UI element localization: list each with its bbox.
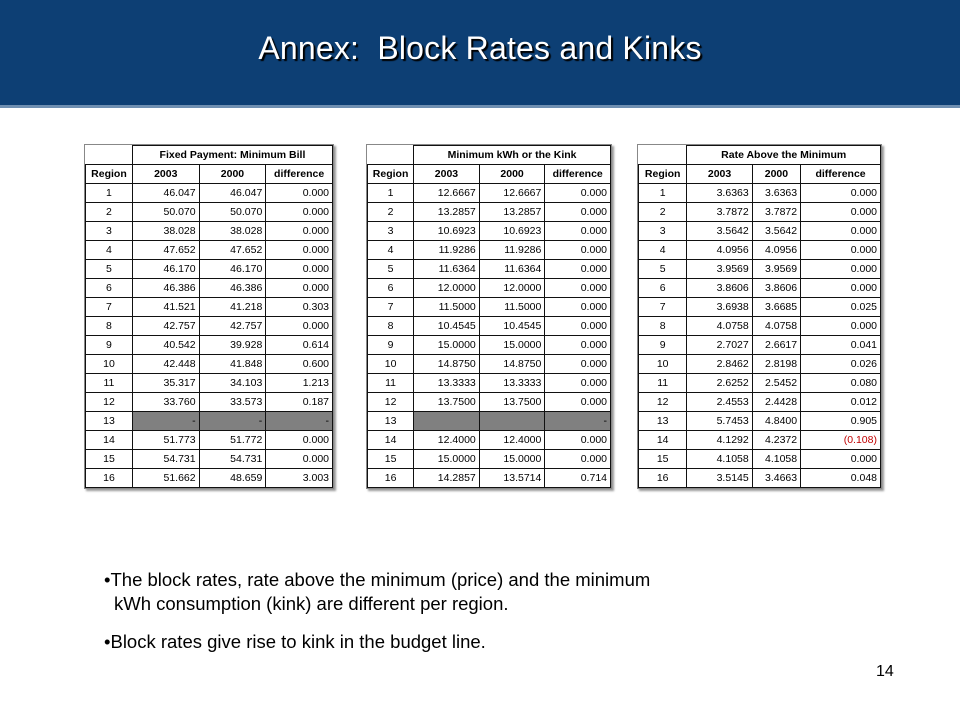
corner-cell (368, 146, 414, 165)
table-cell: 1 (639, 184, 687, 203)
table-cell: 3.9569 (687, 260, 752, 279)
table-cell: 13 (86, 412, 133, 431)
table-cell: 0.614 (266, 336, 333, 355)
table-cell: 11 (639, 374, 687, 393)
table-row (368, 298, 611, 317)
table-cell: 0.000 (801, 450, 881, 469)
table-row (368, 317, 611, 336)
table-cell: 3.003 (266, 469, 333, 488)
table-cell: 50.070 (199, 203, 266, 222)
table-cell: 0.000 (266, 260, 333, 279)
table-cell: 16 (639, 469, 687, 488)
table-cell: 33.573 (199, 393, 266, 412)
table-cell: 47.652 (132, 241, 199, 260)
table-cell: 14.8750 (414, 355, 480, 374)
table-row (86, 374, 333, 393)
table-cell: 14.2857 (414, 469, 480, 488)
table-cell: 0.000 (801, 279, 881, 298)
table-cell: 46.170 (132, 260, 199, 279)
column-header: 2003 (687, 165, 752, 184)
table-cell: 5 (368, 260, 414, 279)
table-cell: 0.187 (266, 393, 333, 412)
table-cell: 2 (86, 203, 133, 222)
header-row (86, 165, 333, 184)
table-cell: 5 (639, 260, 687, 279)
table-row (639, 469, 881, 488)
table-row (368, 241, 611, 260)
table-cell: 15.0000 (414, 450, 480, 469)
table-row (86, 412, 333, 431)
table-row (86, 298, 333, 317)
table-row (86, 279, 333, 298)
table-cell: 13.3333 (479, 374, 545, 393)
table-cell: 46.047 (199, 184, 266, 203)
table-cell: 4.2372 (752, 431, 800, 450)
table-cell: 8 (639, 317, 687, 336)
table-cell: 10.6923 (414, 222, 480, 241)
table-cell: 10 (368, 355, 414, 374)
table-row (639, 431, 881, 450)
table-cell: 15.0000 (414, 336, 480, 355)
table-row (368, 222, 611, 241)
table-row (639, 241, 881, 260)
table-cell: 1 (368, 184, 414, 203)
table-cell (414, 412, 480, 431)
table-cell: 0.000 (266, 431, 333, 450)
table-row (639, 412, 881, 431)
table-cell: 4 (368, 241, 414, 260)
rate-above-minimum-table (637, 144, 882, 489)
table-cell: 12 (86, 393, 133, 412)
table-cell: 35.317 (132, 374, 199, 393)
table-title: Minimum kWh or the Kink (414, 146, 611, 165)
table-cell: 4.0758 (687, 317, 752, 336)
column-header: Region (639, 165, 687, 184)
table-cell: 9 (368, 336, 414, 355)
table-cell: 4.0956 (687, 241, 752, 260)
table-cell: 0.000 (545, 203, 611, 222)
table-cell: 46.047 (132, 184, 199, 203)
table-cell: 3.5642 (687, 222, 752, 241)
table-row (639, 260, 881, 279)
minimum-kwh-table (366, 144, 612, 489)
table-row (639, 184, 881, 203)
table-cell: 0.000 (266, 279, 333, 298)
table-cell: 13.2857 (414, 203, 480, 222)
column-header: 2003 (132, 165, 199, 184)
table-cell: 16 (86, 469, 133, 488)
table-cell: 3.6363 (752, 184, 800, 203)
table-cell (479, 412, 545, 431)
table-cell: 4.1292 (687, 431, 752, 450)
table-cell: 48.659 (199, 469, 266, 488)
table-cell: 0.012 (801, 393, 881, 412)
table-cell: 46.386 (199, 279, 266, 298)
table-cell: 11.5000 (479, 298, 545, 317)
table-row (368, 412, 611, 431)
table-cell: 9 (639, 336, 687, 355)
table-cell: 13.3333 (414, 374, 480, 393)
bullet-line: •Block rates give rise to kink in the budget line. (104, 631, 486, 652)
table-cell: 0.000 (266, 203, 333, 222)
table-cell: - (545, 412, 611, 431)
table-cell: 38.028 (199, 222, 266, 241)
table-cell: - (266, 412, 333, 431)
table-cell: 47.652 (199, 241, 266, 260)
table-cell: 3.6938 (687, 298, 752, 317)
table-cell: 42.757 (132, 317, 199, 336)
table-cell: 0.048 (801, 469, 881, 488)
table-cell: 2.5452 (752, 374, 800, 393)
table-cell: 0.000 (545, 317, 611, 336)
table-cell: 16 (368, 469, 414, 488)
table-title: Rate Above the Minimum (687, 146, 881, 165)
table-cell: 12.4000 (414, 431, 480, 450)
table-row (86, 469, 333, 488)
table-cell: 50.070 (132, 203, 199, 222)
table-cell: 6 (368, 279, 414, 298)
header-row (368, 165, 611, 184)
table-cell: (0.108) (801, 431, 881, 450)
fixed-payment-table (84, 144, 334, 489)
header-row (639, 165, 881, 184)
table-cell: 10.4545 (479, 317, 545, 336)
table-cell: 11.5000 (414, 298, 480, 317)
table-row (639, 336, 881, 355)
table-cell: 2.7027 (687, 336, 752, 355)
table-cell: 2.6617 (752, 336, 800, 355)
table-cell: 12 (639, 393, 687, 412)
bullet-item (104, 568, 864, 616)
table-cell: 13.7500 (479, 393, 545, 412)
table-cell: 3.6363 (687, 184, 752, 203)
table-cell: 12.0000 (414, 279, 480, 298)
table-cell: 4.1058 (687, 450, 752, 469)
table-cell: 11.6364 (479, 260, 545, 279)
table-cell: 34.103 (199, 374, 266, 393)
table-row (368, 374, 611, 393)
corner-cell (86, 146, 133, 165)
table-cell: 13.7500 (414, 393, 480, 412)
table-cell: 10 (639, 355, 687, 374)
table-cell: 12.6667 (479, 184, 545, 203)
table-cell: 0.000 (545, 241, 611, 260)
table-cell: 0.000 (545, 298, 611, 317)
table-cell: 2.8462 (687, 355, 752, 374)
table-cell: 0.080 (801, 374, 881, 393)
table-row (86, 241, 333, 260)
table-cell: 3.7872 (687, 203, 752, 222)
table-row (368, 431, 611, 450)
table-cell: 2.6252 (687, 374, 752, 393)
table-row (368, 450, 611, 469)
table-cell: 0.000 (266, 317, 333, 336)
table-cell: 4.0956 (752, 241, 800, 260)
table-row (639, 374, 881, 393)
table-cell: 51.772 (199, 431, 266, 450)
table-cell: 12 (368, 393, 414, 412)
table-row (368, 355, 611, 374)
table-row (86, 393, 333, 412)
table-row (639, 203, 881, 222)
table-row (639, 317, 881, 336)
table-cell: 13 (639, 412, 687, 431)
table-cell: 15 (368, 450, 414, 469)
column-header: difference (266, 165, 333, 184)
table-row (639, 279, 881, 298)
table-cell: 51.662 (132, 469, 199, 488)
table-cell: 0.000 (266, 450, 333, 469)
table-cell: 11 (86, 374, 133, 393)
column-header: 2000 (752, 165, 800, 184)
table-cell: 51.773 (132, 431, 199, 450)
column-header: Region (368, 165, 414, 184)
table-cell: 11 (368, 374, 414, 393)
table-cell: 0.000 (801, 222, 881, 241)
table-cell: 0.000 (545, 374, 611, 393)
table-cell: 14.8750 (479, 355, 545, 374)
table-row (368, 336, 611, 355)
table-cell: 41.218 (199, 298, 266, 317)
table-cell: 12.0000 (479, 279, 545, 298)
table-cell: 15.0000 (479, 336, 545, 355)
table-cell: 2.4428 (752, 393, 800, 412)
table-cell: 54.731 (199, 450, 266, 469)
slide-title: Annex: Block Rates and Kinks (258, 30, 702, 66)
table-cell: 33.760 (132, 393, 199, 412)
table-cell: 12.4000 (479, 431, 545, 450)
column-header: 2000 (479, 165, 545, 184)
table-row (639, 393, 881, 412)
table-cell: 2.4553 (687, 393, 752, 412)
table-cell: 0.000 (266, 184, 333, 203)
table-cell: 0.000 (545, 279, 611, 298)
table-cell: 3.5642 (752, 222, 800, 241)
bullet-line: kWh consumption (kink) are different per region. (114, 593, 509, 614)
bullet-list (104, 568, 864, 668)
table-cell: 46.386 (132, 279, 199, 298)
table-cell: 38.028 (132, 222, 199, 241)
table-cell: 14 (86, 431, 133, 450)
table-cell: 0.000 (266, 241, 333, 260)
table-cell: 0.000 (545, 184, 611, 203)
column-header: 2003 (414, 165, 480, 184)
table-row (86, 317, 333, 336)
table-cell: 0.000 (545, 450, 611, 469)
table-cell: 46.170 (199, 260, 266, 279)
table-cell: 12.6667 (414, 184, 480, 203)
table-cell: 3.8606 (687, 279, 752, 298)
page-number: 14 (876, 663, 894, 680)
table-cell: 8 (86, 317, 133, 336)
table-cell: 1 (86, 184, 133, 203)
table-row (639, 222, 881, 241)
table-cell: 5.7453 (687, 412, 752, 431)
table-cell: 0.905 (801, 412, 881, 431)
column-header: 2000 (199, 165, 266, 184)
table-cell: 14 (639, 431, 687, 450)
table-cell: - (199, 412, 266, 431)
table-cell: 4 (639, 241, 687, 260)
table-row (86, 355, 333, 374)
table-cell: 0.000 (545, 222, 611, 241)
table-row (368, 203, 611, 222)
table-cell: 0.714 (545, 469, 611, 488)
table-cell: 7 (639, 298, 687, 317)
table-row (86, 336, 333, 355)
table-cell: 11.9286 (479, 241, 545, 260)
table-cell: 3 (368, 222, 414, 241)
table-cell: 40.542 (132, 336, 199, 355)
table-cell: 0.000 (545, 336, 611, 355)
table-cell: 7 (86, 298, 133, 317)
table-cell: 4 (86, 241, 133, 260)
table-cell: 3.5145 (687, 469, 752, 488)
table-cell: 3.7872 (752, 203, 800, 222)
table-cell: 3.9569 (752, 260, 800, 279)
table-row (86, 184, 333, 203)
table-cell: 2 (368, 203, 414, 222)
table-cell: 6 (639, 279, 687, 298)
table-cell: 14 (368, 431, 414, 450)
table-cell: 10 (86, 355, 133, 374)
table-cell: 0.025 (801, 298, 881, 317)
table-cell: 0.600 (266, 355, 333, 374)
table-cell: 2 (639, 203, 687, 222)
table-cell: 0.000 (545, 393, 611, 412)
table-cell: 4.1058 (752, 450, 800, 469)
table-row (86, 203, 333, 222)
table-cell: 10.4545 (414, 317, 480, 336)
table-cell: 7 (368, 298, 414, 317)
column-header: difference (801, 165, 881, 184)
table-cell: 5 (86, 260, 133, 279)
table-cell: 54.731 (132, 450, 199, 469)
table-cell: 3.8606 (752, 279, 800, 298)
table-cell: 15 (639, 450, 687, 469)
table-cell: 6 (86, 279, 133, 298)
table-title: Fixed Payment: Minimum Bill (132, 146, 332, 165)
bullet-line: •The block rates, rate above the minimum (price) and the minimum (104, 569, 651, 590)
table-cell: - (132, 412, 199, 431)
table-row (368, 393, 611, 412)
column-header: difference (545, 165, 611, 184)
table-cell: 0.000 (545, 260, 611, 279)
table-cell: 0.041 (801, 336, 881, 355)
table-cell: 11.9286 (414, 241, 480, 260)
table-cell: 13.5714 (479, 469, 545, 488)
table-cell: 3 (86, 222, 133, 241)
table-cell: 0.000 (801, 184, 881, 203)
table-cell: 41.848 (199, 355, 266, 374)
table-row (86, 450, 333, 469)
table-cell: 9 (86, 336, 133, 355)
table-cell: 0.000 (545, 355, 611, 374)
table-cell: 3 (639, 222, 687, 241)
table-row (368, 469, 611, 488)
table-cell: 8 (368, 317, 414, 336)
table-cell: 3.6685 (752, 298, 800, 317)
table-cell: 0.000 (801, 317, 881, 336)
table-cell: 11.6364 (414, 260, 480, 279)
table-cell: 41.521 (132, 298, 199, 317)
bullet-item (104, 630, 864, 654)
table-cell: 13.2857 (479, 203, 545, 222)
table-cell: 39.928 (199, 336, 266, 355)
table-cell: 42.448 (132, 355, 199, 374)
table-cell: 10.6923 (479, 222, 545, 241)
table-row (639, 298, 881, 317)
table-cell: 0.303 (266, 298, 333, 317)
table-cell: 15 (86, 450, 133, 469)
table-row (368, 279, 611, 298)
table-row (368, 260, 611, 279)
table-cell: 0.000 (801, 260, 881, 279)
table-cell: 2.8198 (752, 355, 800, 374)
table-cell: 3.4663 (752, 469, 800, 488)
table-row (86, 431, 333, 450)
table-cell: 0.000 (545, 431, 611, 450)
table-row (639, 355, 881, 374)
table-row (86, 222, 333, 241)
table-cell: 4.0758 (752, 317, 800, 336)
column-header: Region (86, 165, 133, 184)
table-cell: 15.0000 (479, 450, 545, 469)
corner-cell (639, 146, 687, 165)
table-cell: 42.757 (199, 317, 266, 336)
table-cell: 0.000 (266, 222, 333, 241)
table-cell: 0.000 (801, 241, 881, 260)
table-cell: 0.026 (801, 355, 881, 374)
table-cell: 4.8400 (752, 412, 800, 431)
table-row (86, 260, 333, 279)
table-row (368, 184, 611, 203)
table-row (639, 450, 881, 469)
table-cell: 0.000 (801, 203, 881, 222)
table-cell: 13 (368, 412, 414, 431)
table-cell: 1.213 (266, 374, 333, 393)
